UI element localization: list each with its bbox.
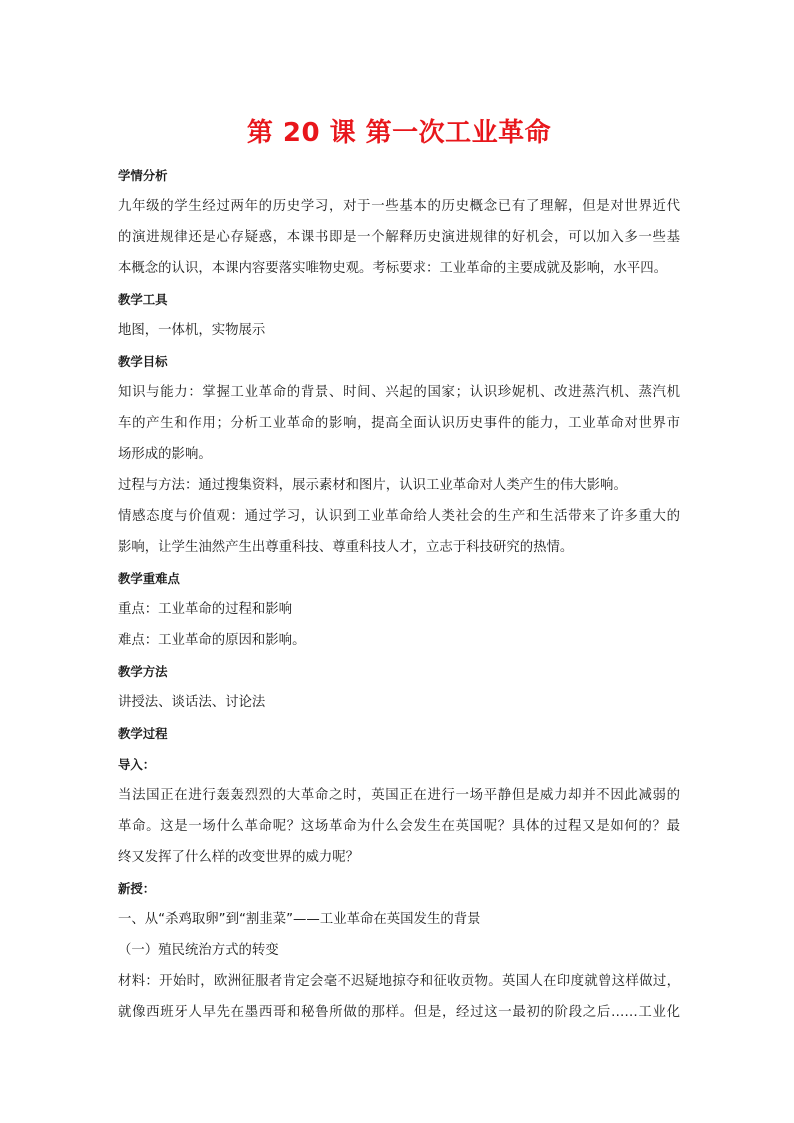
paragraph-line: 一、从“杀鸡取卵”到“割韭菜”——工业革命在英国发生的背景 [118,912,481,927]
paragraph-line: 本概念的认识，本课内容要落实唯物史观。考标要求：工业革命的主要成就及影响，水平四。 [118,261,668,276]
paragraph-line: 终又发挥了什么样的改变世界的威力呢？ [118,850,360,865]
paragraph-line: 过程与方法：通过搜集资料，展示素材和图片，认识工业革命对人类产生的伟大影响。 [118,478,627,493]
paragraph-line: 就像西班牙人早先在墨西哥和秘鲁所做的那样。但是，经过这一最初的阶段之后……工业化 [118,1005,680,1020]
document-body [118,160,680,1028]
section-heading-teaching-objectives: 教学目标 [118,354,168,369]
paragraph-line: （一）殖民统治方式的转变 [118,943,279,958]
paragraph-line: 难点：工业革命的原因和影响。 [118,633,306,648]
paragraph-line: 重点：工业革命的过程和影响 [118,602,293,617]
paragraph-line: 情感态度与价值观：通过学习，认识到工业革命给人类社会的生产和生活带来了许多重大的 [118,509,680,524]
section-heading-key-difficult-points: 教学重难点 [118,571,180,586]
paragraph-line: 九年级的学生经过两年的历史学习，对于一些基本的历史概念已有了理解，但是对世界近代 [118,199,680,214]
paragraph-line: 地图，一体机，实物展示 [118,323,266,338]
paragraph-line: 知识与能力：掌握工业革命的背景、时间、兴起的国家；认识珍妮机、改进蒸汽机、蒸汽机 [118,385,680,400]
paragraph-line: 讲授法、谈话法、讨论法 [118,695,266,710]
section-heading-teaching-process: 教学过程 [118,726,168,741]
paragraph-line: 当法国正在进行轰轰烈烈的大革命之时，英国正在进行一场平静但是威力却并不因此减弱的 [118,788,680,803]
section-heading-teaching-methods: 教学方法 [118,664,168,679]
lesson-title: 第 20 课 第一次工业革命 [246,118,552,148]
section-heading-learning-analysis: 学情分析 [118,168,168,183]
paragraph-line: 的演进规律还是心存疑惑，本课书即是一个解释历史演进规律的好机会，可以加入多一些基 [118,230,680,245]
paragraph-line: 影响，让学生油然产生出尊重科技、尊重科技人才，立志于科技研究的热情。 [118,540,574,555]
paragraph-line: 革命。这是一场什么革命呢？这场革命为什么会发生在英国呢？具体的过程又是如何的？最 [118,819,680,834]
paragraph-line: 材料：开始时，欧洲征服者肯定会毫不迟疑地掠夺和征收贡物。英国人在印度就曾这样做过， [118,974,680,989]
subheading-new-lesson: 新授： [118,881,156,896]
paragraph-line: 场形成的影响。 [118,447,212,462]
subheading-introduction: 导入： [118,757,156,772]
section-heading-teaching-tools: 教学工具 [118,292,168,307]
paragraph-line: 车的产生和作用；分析工业革命的影响，提高全面认识历史事件的能力，工业革命对世界市 [118,416,680,431]
